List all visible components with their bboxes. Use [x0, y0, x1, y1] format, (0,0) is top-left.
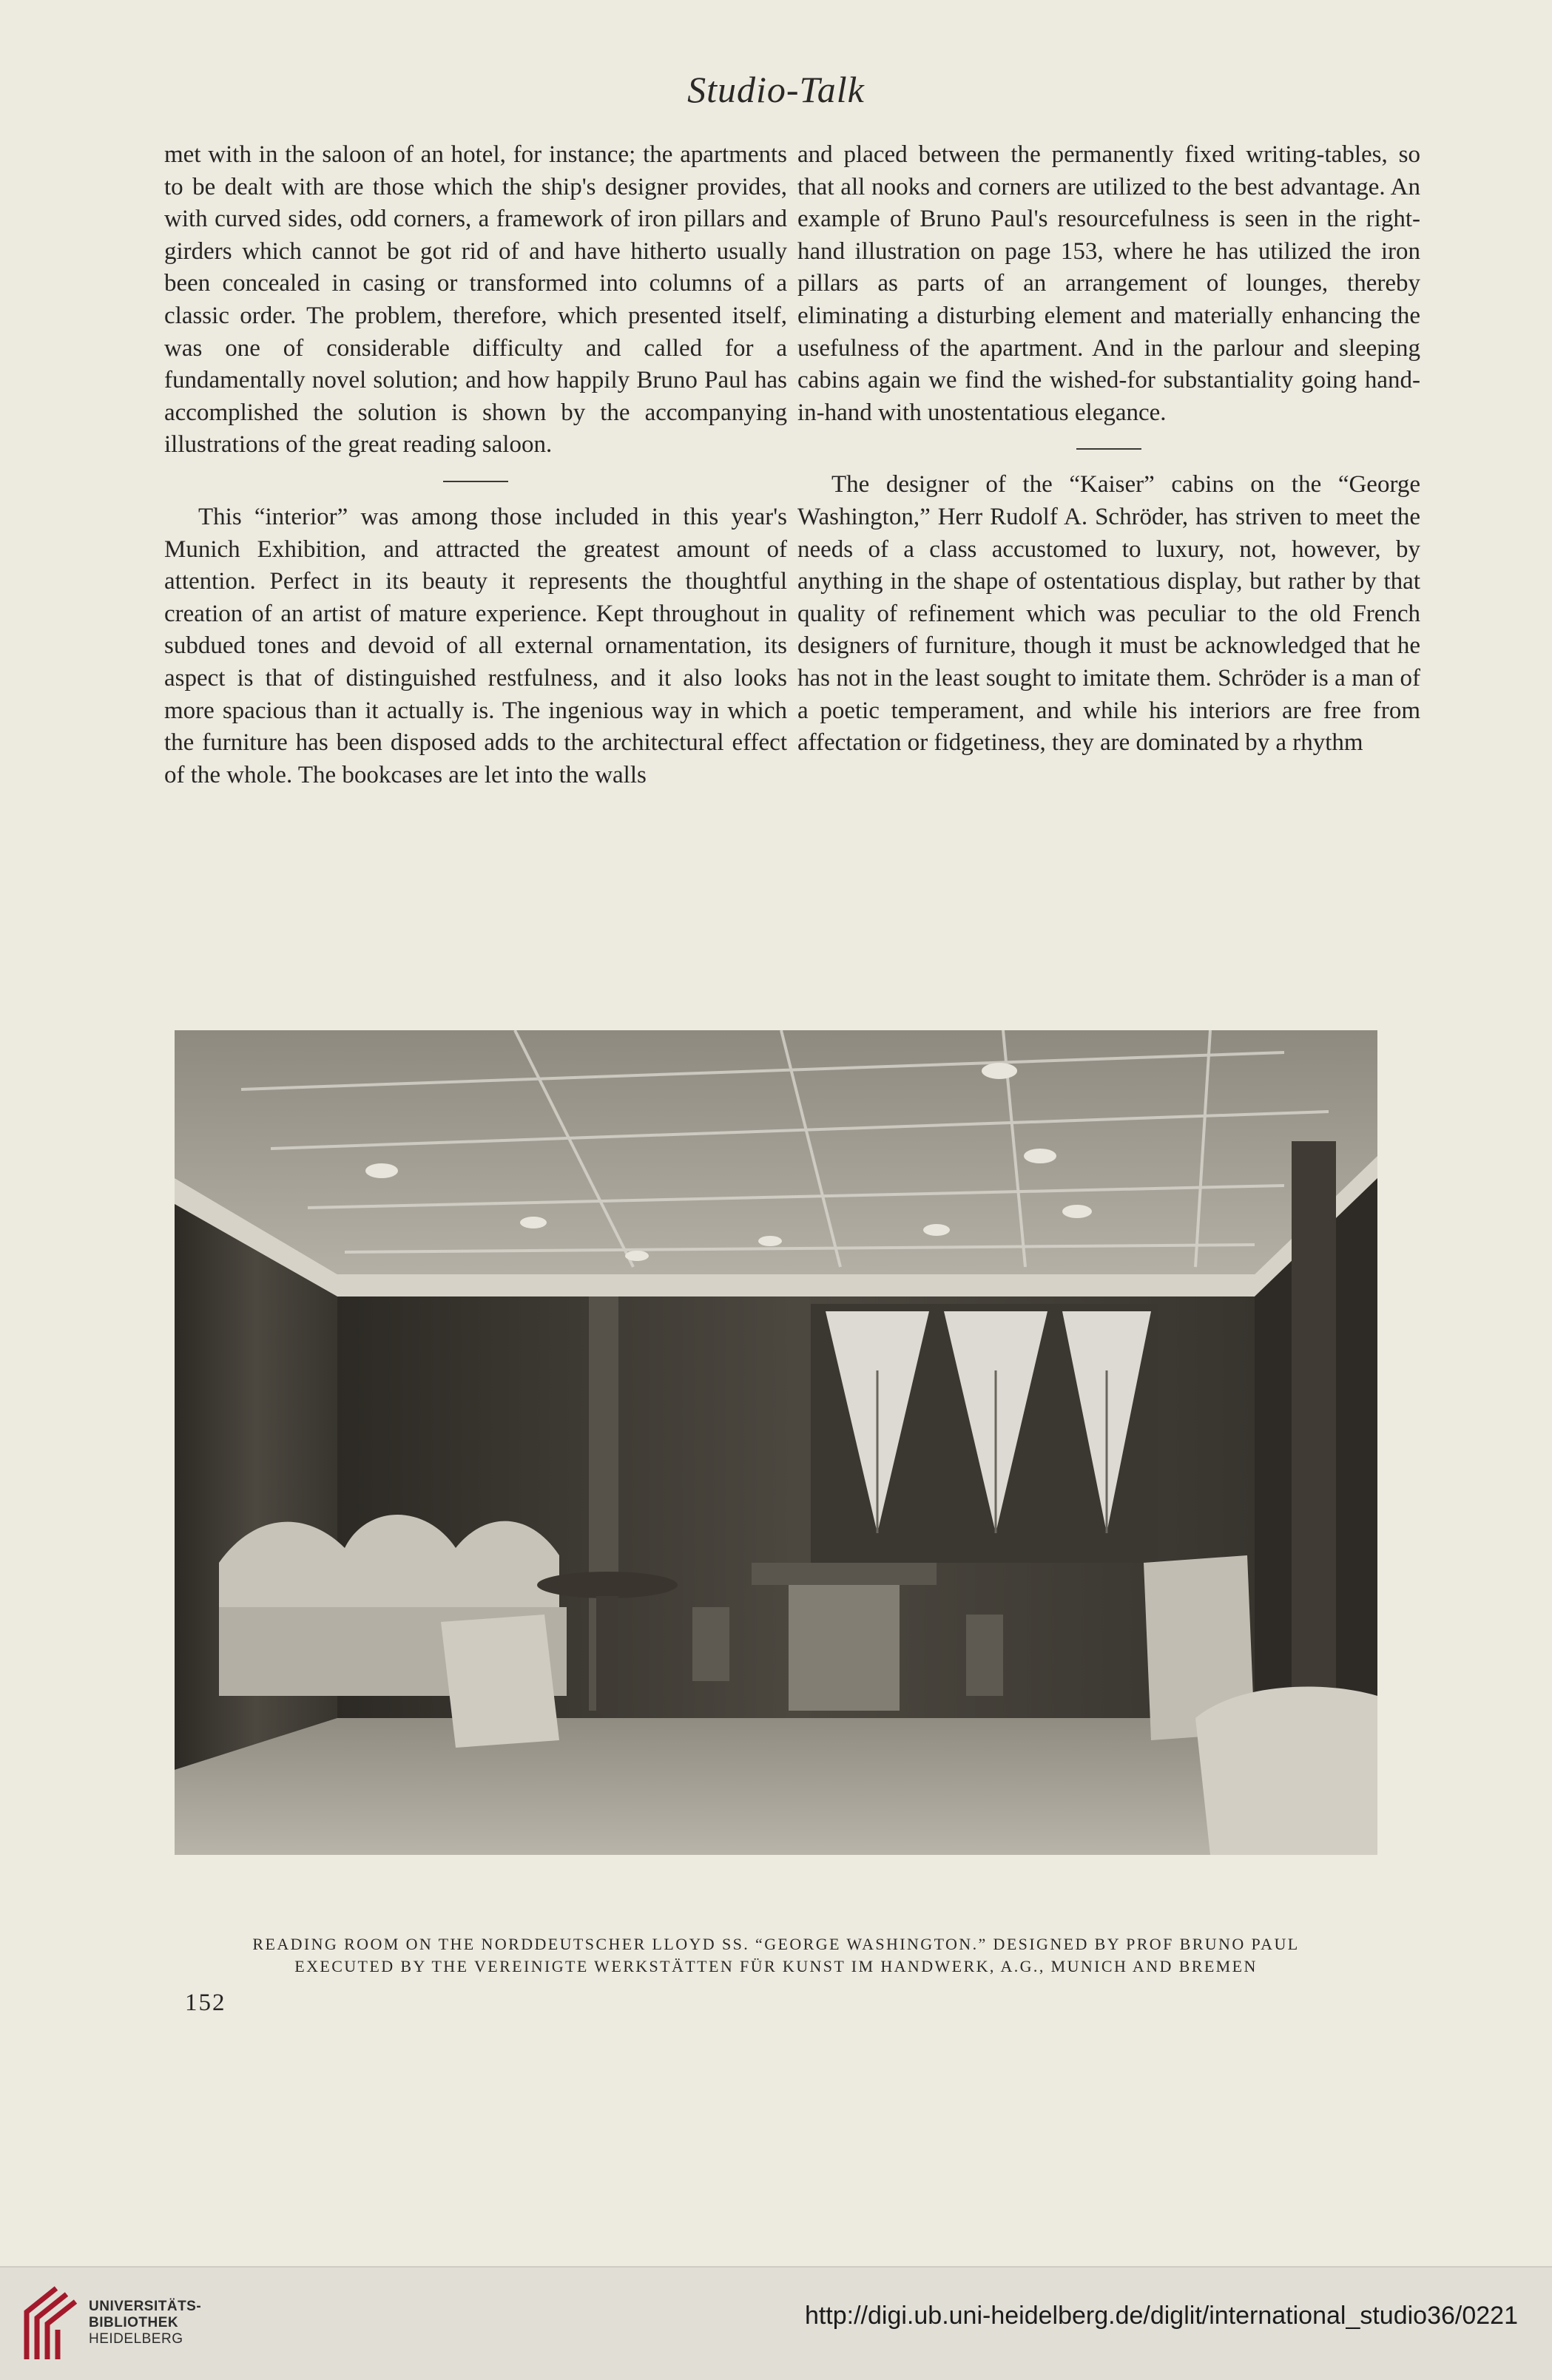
figure-caption — [148, 1933, 1404, 1978]
left-paragraph-1: met with in the saloon of an hotel, for instance; the apartments to be dealt with are those which the ship's designer provides, with curved sides, odd corners, a framework of iron pillars and girders which cannot be got rid of and have hitherto usually been concealed in casing or transformed into columns of a classic order. The problem, therefore, which presented itself, was one of considerable difficulty and called for a fundamentally novel solution; and how happily Bruno Paul has accomplished the solution is shown by the accompanying illustrations of the great reading saloon. — [164, 141, 787, 459]
caption-line-2: EXECUTED BY THE VEREINIGTE WERKSTÄTTEN FÜR KUNST IM HANDWERK, A.G., MUNICH AND BREMEN — [294, 1957, 1258, 1975]
right-paragraph-2: The designer of the “Kaiser” cabins on the “George Washington,” Herr Rudolf A. Schröder, has striven to meet the needs of a class accustomed to luxury, not, however, by anything in the shape of ostentatious display, but rather by that quality of refinement which was peculiar to the old French designers of furniture, though it must be acknowledged that he has not in the least sought to imitate them. Schröder is a man of a poetic temperament, and while his interiors are free from affectation or fidgetiness, they are dominated by a rhythm — [797, 471, 1420, 757]
section-separator — [1076, 448, 1141, 450]
running-head: Studio-Talk — [687, 69, 865, 110]
library-footer — [0, 2266, 1552, 2380]
reading-room-illustration — [175, 1030, 1377, 1855]
page-number: 152 — [185, 1989, 226, 2016]
reading-room-photograph — [175, 1030, 1377, 1855]
library-name-line-1: UNIVERSITÄTS- — [89, 2299, 202, 2314]
library-name-line-3: HEIDELBERG — [89, 2331, 183, 2347]
library-logo-icon — [21, 2282, 80, 2365]
left-column — [164, 139, 787, 791]
library-name — [89, 2299, 201, 2347]
left-paragraph-2: This “interior” was among those included in this year's Munich Exhibition, and attracted the greatest amount of attention. Perfect in its beauty it represents the thoughtful creation of an artist of mature experience. Kept throughout in subdued tones and devoid of all external ornamentation, its aspect is that of distinguished restfulness, and it also looks more spacious than it actually is. The ingenious way in which the furniture has been disposed adds to the architectural effect of the whole. The bookcases are let into the walls — [164, 503, 787, 788]
source-url-link[interactable]: http://digi.ub.uni-heidelberg.de/diglit/international_studio36/0221 — [804, 2302, 1518, 2330]
library-name-line-2: BIBLIOTHEK — [89, 2315, 179, 2330]
section-separator — [443, 481, 508, 482]
right-paragraph-1: and placed between the permanently fixed writing-tables, so that all nooks and corners are utilized to the best advantage. An example of Bruno Paul's resourcefulness is seen in the right-hand illustration on page 153, where he has utilized the iron pillars as parts of an arrangement of lounges, thereby eliminating a disturbing element and materially enhancing the usefulness of the apartment. And in the parlour and sleeping cabins again we find the wished-for substantiality going hand-in-hand with unostentatious elegance. — [797, 141, 1420, 426]
caption-line-1: READING ROOM ON THE NORDDEUTSCHER LLOYD SS. “GEORGE WASHINGTON.” DESIGNED BY PROF BRUNO PAUL — [252, 1935, 1300, 1953]
right-column — [797, 139, 1420, 760]
